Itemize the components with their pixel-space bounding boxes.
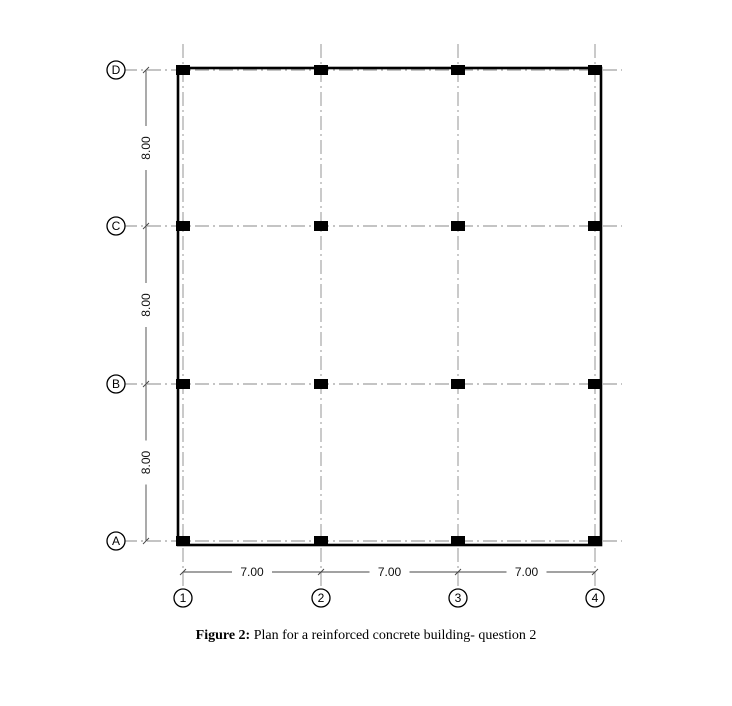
slab-edge [178, 68, 601, 545]
grid-lines [123, 44, 622, 600]
column-D3 [451, 65, 465, 75]
column-B2 [314, 379, 328, 389]
figure-caption-text: Plan for a reinforced concrete building- question 2 [253, 628, 537, 643]
column-A4 [588, 536, 602, 546]
grid-bubble-label-A: A [111, 534, 121, 548]
column-A2 [314, 536, 328, 546]
dimension-label-x: 7.00 [514, 565, 539, 579]
dimension-label-x: 7.00 [240, 565, 264, 579]
column-C4 [588, 221, 602, 231]
grid-bubble-label-4: 4 [591, 591, 599, 605]
dimension-label-y: 8.00 [139, 136, 153, 160]
column-D4 [588, 65, 602, 75]
vertical-dimensions [139, 67, 153, 544]
figure-caption [0, 628, 732, 644]
column-C1 [176, 221, 190, 231]
grid-bubbles [107, 61, 604, 607]
grid-bubble-label-B: B [111, 377, 121, 391]
grid-bubble-label-2: 2 [317, 591, 325, 605]
slab-outline [178, 68, 601, 545]
column-A1 [176, 536, 190, 546]
columns [176, 65, 602, 546]
grid-bubble-label-C: C [111, 219, 121, 233]
grid-bubble-label-3: 3 [454, 591, 462, 605]
grid-bubble-label-D: D [111, 63, 121, 77]
column-D1 [176, 65, 190, 75]
dimension-label-y: 8.00 [139, 293, 153, 317]
grid-bubble-label-1: 1 [179, 591, 187, 605]
horizontal-dimensions [180, 565, 598, 579]
column-B3 [451, 379, 465, 389]
column-B4 [588, 379, 602, 389]
dimension-label-x: 7.00 [377, 565, 402, 579]
column-D2 [314, 65, 328, 75]
column-A3 [451, 536, 465, 546]
column-B1 [176, 379, 190, 389]
dimension-label-y: 8.00 [139, 450, 153, 475]
column-C3 [451, 221, 465, 231]
figure-label: Figure 2: [195, 628, 251, 643]
column-C2 [314, 221, 328, 231]
